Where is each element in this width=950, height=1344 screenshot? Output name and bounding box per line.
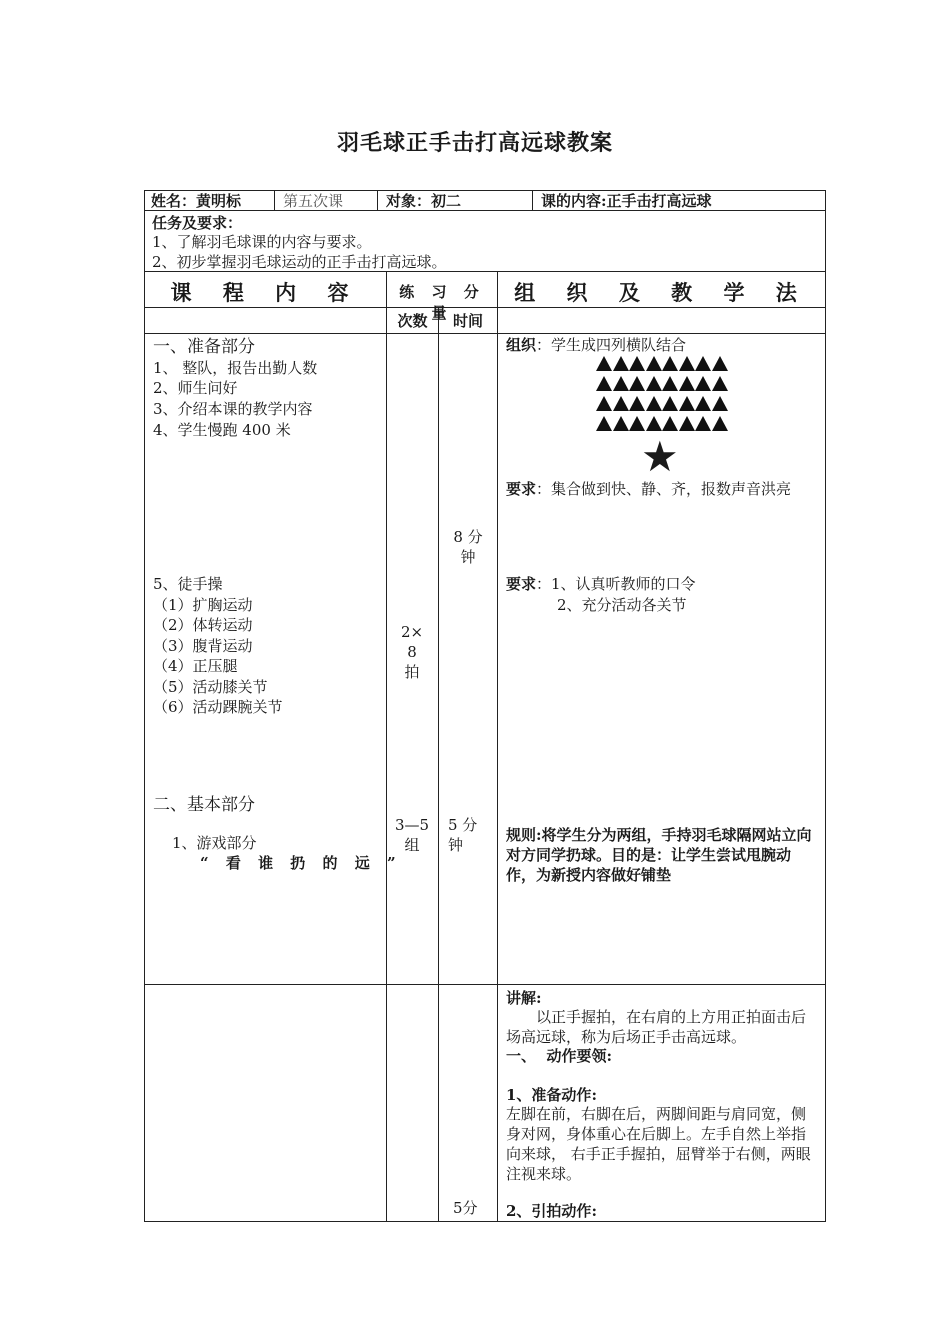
student-triangle-icon	[646, 356, 662, 371]
formation-diagram	[596, 356, 728, 432]
game-name: “ 看 谁 扔 的 远 ”	[200, 854, 402, 872]
req1-line	[506, 479, 820, 499]
student-triangle-icon	[596, 376, 612, 391]
game-rules: 规则:将学生分为两组，手持羽毛球隔网站立向对方同学扔球。目的是：让学生尝试甩腕动作，为新授内容做好铺垫	[506, 826, 812, 884]
org-line	[506, 335, 686, 355]
req2-text2: 2、充分活动各关节	[557, 596, 687, 614]
req1-label: 要求	[506, 480, 537, 498]
basic-time: 5 分钟	[448, 816, 478, 854]
student-triangle-icon	[629, 376, 645, 391]
student-triangle-icon	[662, 396, 678, 411]
student-triangle-icon	[629, 356, 645, 371]
header-course: 课 程 内 容	[170, 280, 361, 305]
exercise-item: （1）扩胸运动	[153, 596, 253, 614]
lesson-number: 第五次课	[283, 192, 344, 210]
lesson-content: 课的内容:正手击打高远球	[541, 192, 712, 210]
student-triangle-icon	[712, 416, 728, 431]
student-triangle-icon	[596, 356, 612, 371]
student-triangle-icon	[695, 356, 711, 371]
org-text: ：学生成四列横队结合	[536, 336, 687, 354]
student-triangle-icon	[662, 416, 678, 431]
student-triangle-icon	[712, 376, 728, 391]
student-triangle-icon	[662, 356, 678, 371]
req2-label: 要求	[506, 575, 537, 593]
prep-item: 2、师生问好	[153, 379, 238, 397]
teacher-star-icon: ★	[641, 432, 679, 481]
basic-heading: 二、基本部分	[153, 795, 255, 815]
student-triangle-icon	[629, 396, 645, 411]
prep-action-text: 左脚在前，右脚在后，两脚间距与肩同宽，侧身对网，身体重心在后脚上。左手自然上举指向来球， 右手正手握拍，屈臂举于右侧，两眼注视来球。	[506, 1105, 811, 1183]
explain-time: 5分	[453, 1199, 478, 1217]
prep-action-label: 1、准备动作:	[506, 1086, 597, 1104]
student-triangle-icon	[712, 356, 728, 371]
section-essentials: 一、 动作要领:	[506, 1047, 612, 1065]
student-triangle-icon	[712, 396, 728, 411]
header-times: 次数	[397, 312, 428, 330]
student-triangle-icon	[629, 416, 645, 431]
student-triangle-icon	[695, 376, 711, 391]
prep-item: 1、 整队，报告出勤人数	[153, 359, 318, 377]
student-triangle-icon	[695, 396, 711, 411]
student-triangle-icon	[679, 416, 695, 431]
prep-item: 4、学生慢跑 400 米	[153, 421, 291, 439]
basic-count: 3—5组	[394, 816, 430, 854]
student-triangle-icon	[679, 376, 695, 391]
req2-text: ：1、认真听教师的口令	[536, 575, 696, 593]
org-label: 组织	[506, 336, 537, 354]
header-org: 组 织 及 教 学 法	[514, 280, 809, 305]
student-triangle-icon	[613, 416, 629, 431]
explain-text: 以正手握拍，在右肩的上方用正拍面击后场高远球，称为后场正手击高远球。	[506, 1008, 807, 1046]
prep-heading: 一、准备部分	[153, 337, 255, 357]
prep-time: 8 分钟	[453, 528, 483, 566]
header-duration: 时间	[452, 312, 483, 330]
student-triangle-icon	[646, 416, 662, 431]
student-triangle-icon	[613, 396, 629, 411]
exercise-heading: 5、徒手操	[153, 575, 223, 593]
explain-label: 讲解:	[506, 989, 542, 1007]
page-title: 羽毛球正手击打高远球教案	[336, 130, 613, 156]
task-item: 2、初步掌握羽毛球运动的正手击打高远球。	[152, 253, 447, 271]
student-triangle-icon	[679, 356, 695, 371]
student-triangle-icon	[613, 356, 629, 371]
exercise-item: （5）活动膝关节	[153, 678, 268, 696]
student-triangle-icon	[695, 416, 711, 431]
prep-count: 2×8拍	[400, 623, 424, 681]
req1-text: ：集合做到快、静、齐，报数声音洪亮	[536, 480, 792, 498]
exercise-item: （4）正压腿	[153, 657, 238, 675]
student-triangle-icon	[596, 396, 612, 411]
backswing-label: 2、引拍动作:	[506, 1202, 597, 1220]
student-triangle-icon	[613, 376, 629, 391]
teacher-name: 姓名：黄明标	[151, 192, 242, 210]
exercise-item: （2）体转运动	[153, 616, 253, 634]
task-item: 1、了解羽毛球课的内容与要求。	[152, 233, 372, 251]
student-triangle-icon	[679, 396, 695, 411]
target-grade: 对象：初二	[386, 192, 462, 210]
prep-item: 3、介绍本课的教学内容	[153, 400, 313, 418]
student-triangle-icon	[662, 376, 678, 391]
game-title: 1、游戏部分	[172, 834, 257, 852]
req2-line	[506, 574, 696, 594]
exercise-item: （6）活动踝腕关节	[153, 698, 283, 716]
exercise-item: （3）腹背运动	[153, 637, 253, 655]
tasks-heading: 任务及要求：	[152, 214, 243, 232]
header-practice: 练 习 分 量	[399, 283, 485, 322]
student-triangle-icon	[646, 376, 662, 391]
student-triangle-icon	[596, 416, 612, 431]
student-triangle-icon	[646, 396, 662, 411]
